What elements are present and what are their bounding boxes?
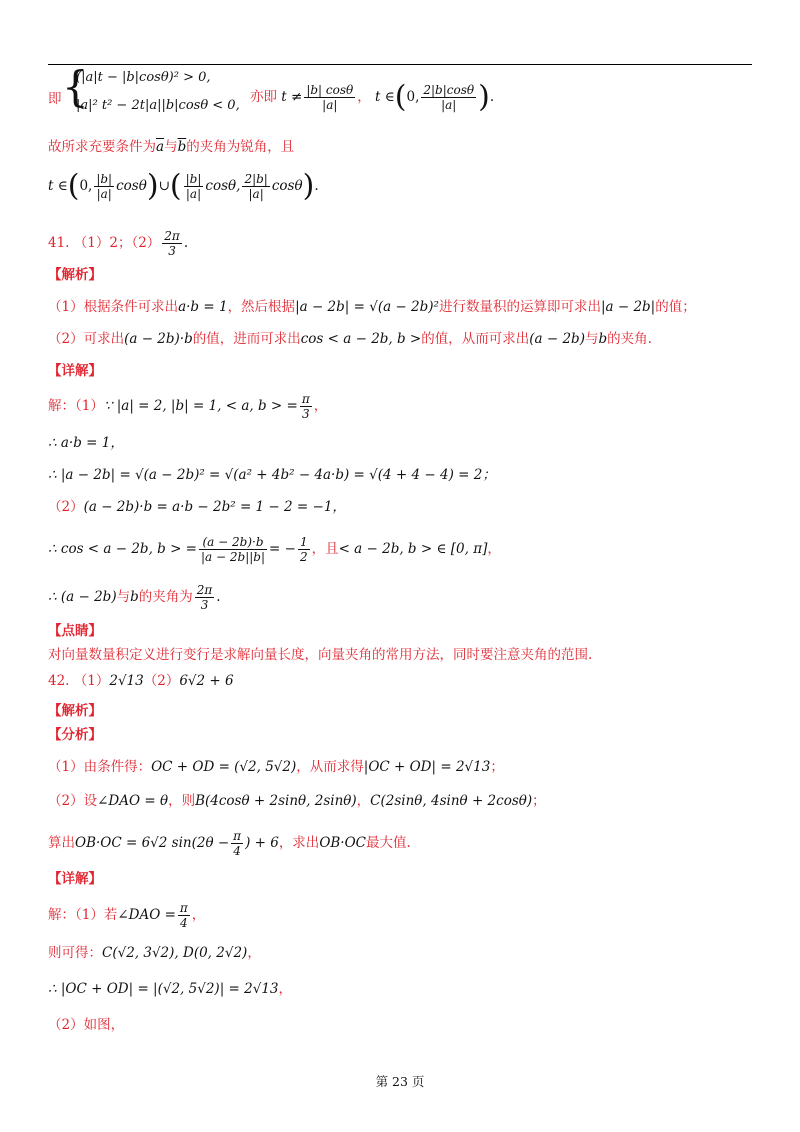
q41-xiangjie-heading: 【详解】 bbox=[48, 363, 102, 379]
ji-label: 即 bbox=[48, 91, 62, 107]
q42-step-3: ∴ |OC + OD| = |(√2, 5√2)| = 2√13， bbox=[48, 981, 293, 997]
q41-step-4: （2）(a − 2b)·b = a·b − 2b² = 1 − 2 = −1， bbox=[48, 499, 346, 515]
top-condition: 亦即 t ≠ $\frac{|b| \cos\theta}{|a|}$ ， t ∈(0, $\frac{2|b|\cos\theta}{|a|}$ ). bbox=[250, 79, 495, 115]
q41-step-3: ∴ |a − 2b| = √(a − 2b)² = √(a² + 4b² − 4a·b) = √(4 + 4 − 4) = 2； bbox=[48, 467, 496, 483]
q42-analysis-2: （2）设∠DAO = θ，则B(4cosθ + 2sinθ, 2sinθ)，C(2sinθ, 4sinθ + 2cosθ)； bbox=[48, 793, 546, 809]
q41-step-5: ∴ cos < a − 2b, b > = $\frac{(a - 2b)\cdot b}{|a - 2b||b|}$ = − $\frac{1}{2}$ ，且< a − 2b, b > ∈ [0, π]， bbox=[48, 535, 501, 564]
q41-step-2: ∴ a·b = 1， bbox=[48, 435, 124, 451]
q42-fenxi-heading: 【分析】 bbox=[48, 727, 102, 743]
q42-answer: 42. （1）2√13（2）6√2 + 6 bbox=[48, 673, 234, 689]
conclusion-line: 故所求充要条件为$\overline{a}$与$\overline{b}$的夹角为锐角，且 bbox=[48, 139, 295, 155]
t-range: t ∈(0, $\frac{|b|}{|a|}$ cosθ)∪( $\frac{|b|}{|a|}$ cosθ, $\frac{2|b|}{|a|}$ cosθ). bbox=[48, 168, 319, 204]
system-line-2: |a|² t² − 2t|a||b|cosθ < 0, bbox=[76, 98, 240, 113]
q41-note: 对向量数量积定义进行变行是求解向量长度，向量夹角的常用方法，同时要注意夹角的范围. bbox=[48, 647, 593, 663]
q41-analysis-1: （1）根据条件可求出a·b = 1，然后根据|a − 2b| = √(a − 2b)²进行数量积的运算即可求出|a − 2b|的值； bbox=[48, 299, 696, 315]
q41-answer: 41. （1）2；（2） $\frac{2\pi}{3}$ . bbox=[48, 229, 189, 258]
q42-jiexi-heading: 【解析】 bbox=[48, 703, 102, 719]
q42-step-4: （2）如图， bbox=[48, 1017, 125, 1033]
system-brace: { bbox=[62, 62, 89, 111]
q41-step-6: ∴ (a − 2b)与b的夹角为 $\frac{2\pi}{3}$ . bbox=[48, 583, 221, 612]
q41-dianjing-heading: 【点睛】 bbox=[48, 623, 102, 639]
system-line-1: (|a|t − |b|cosθ)² > 0, bbox=[76, 70, 211, 85]
q42-step-2: 则可得：C(√2, 3√2), D(0, 2√2)， bbox=[48, 945, 261, 961]
q42-analysis-1: （1）由条件得：OC + OD = (√2, 5√2)，从而求得|OC + OD| = 2√13； bbox=[48, 759, 504, 775]
q42-analysis-3: 算出OB·OC = 6√2 sin(2θ − $\frac{\pi}{4}$ ) + 6，求出OB·OC最大值. bbox=[48, 829, 411, 858]
q41-analysis-2: （2）可求出(a − 2b)·b的值，进而可求出cos < a − 2b, b >的值，从而可求出(a − 2b)与b的夹角. bbox=[48, 331, 652, 347]
header-rule bbox=[48, 64, 752, 65]
page-number: 第 23 页 bbox=[375, 1074, 425, 1089]
q41-jiexi-heading: 【解析】 bbox=[48, 267, 102, 283]
q42-step-1: 解：（1）若∠DAO = $\frac{\pi}{4}$ ， bbox=[48, 901, 206, 930]
q42-xiangjie-heading: 【详解】 bbox=[48, 871, 102, 887]
q41-step-1: 解：（1）∵ |a| = 2, |b| = 1, < a, b > = $\frac{\pi}{3}$ ， bbox=[48, 392, 328, 421]
